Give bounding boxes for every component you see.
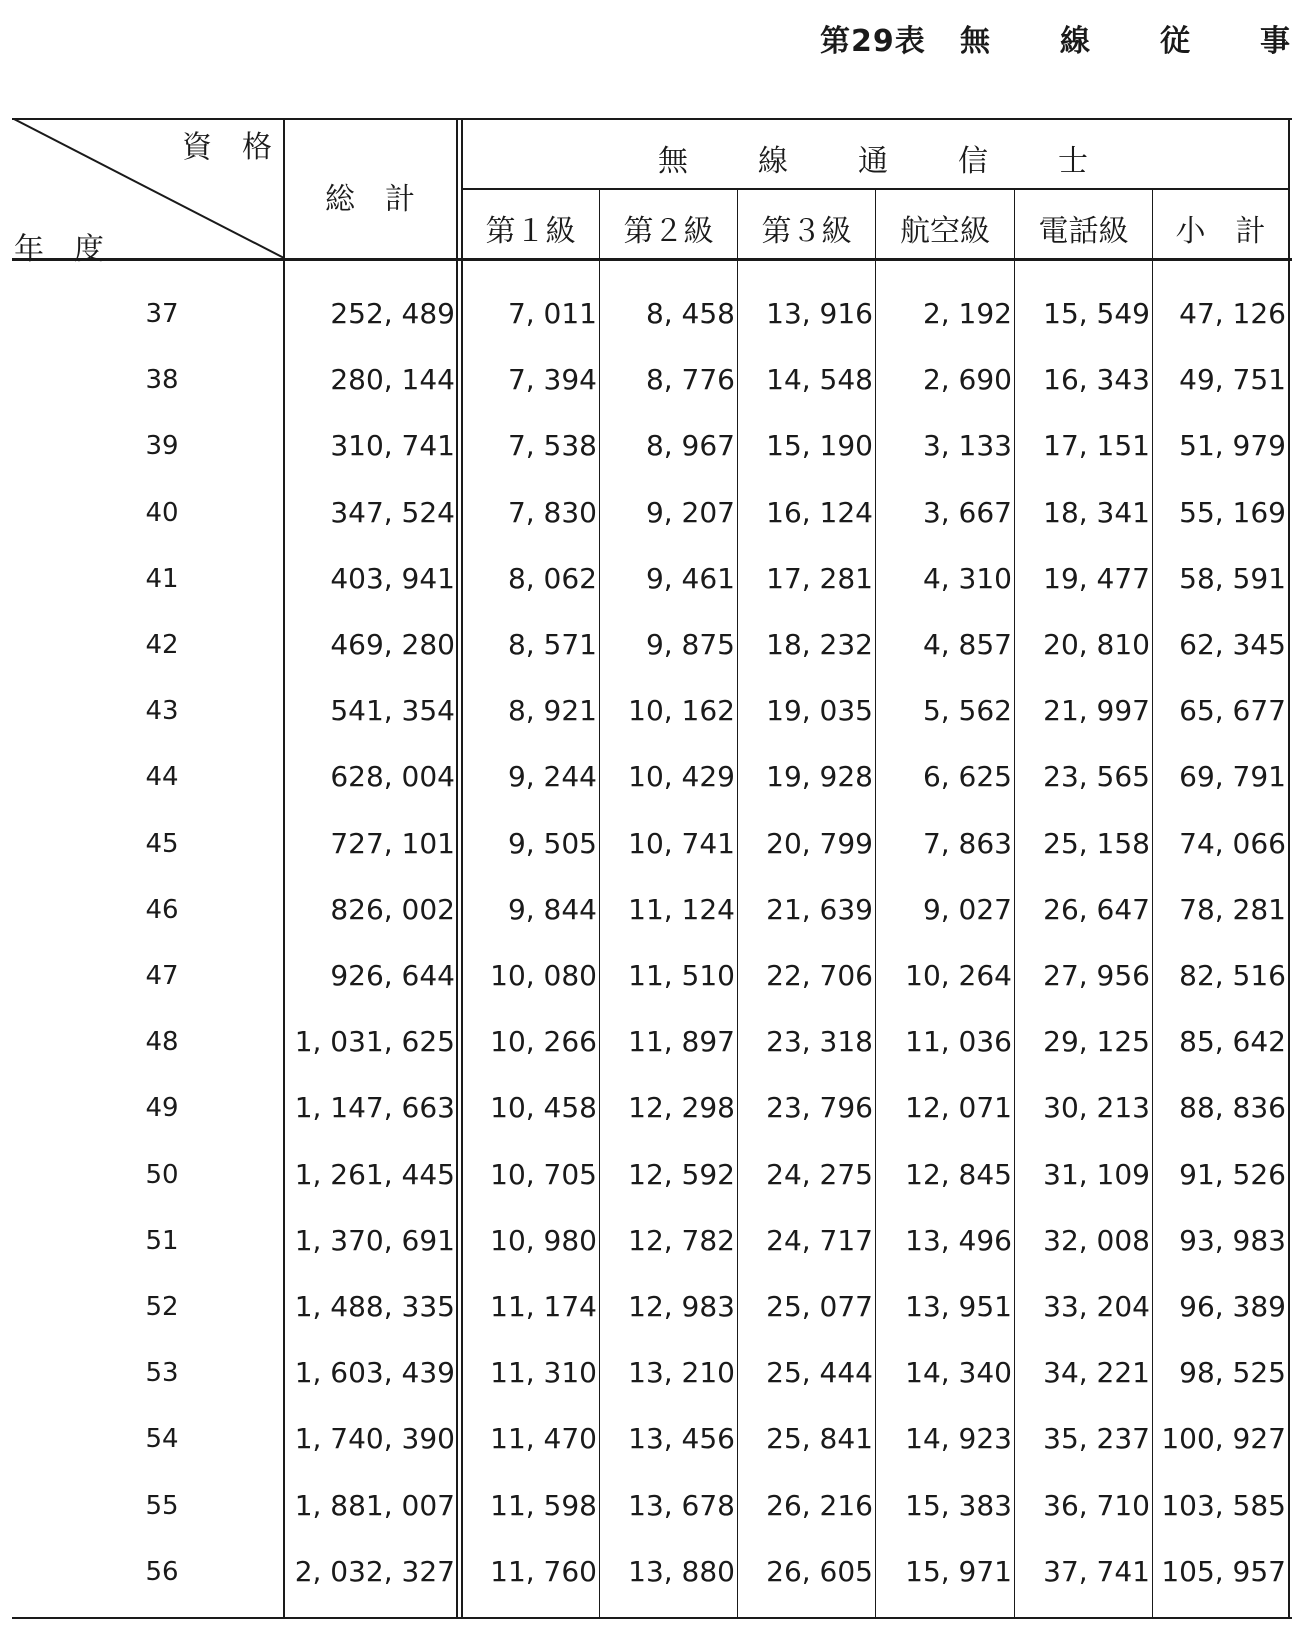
- cell-value: 7, 394: [507, 363, 597, 396]
- col-rule-year: [283, 118, 285, 1618]
- cell-value: 58, 591: [1179, 562, 1286, 595]
- cell-value: 30, 213: [1043, 1091, 1150, 1124]
- cell-value: 11, 760: [490, 1555, 597, 1588]
- cell-value: 82, 516: [1179, 959, 1286, 992]
- group-char: 士: [1058, 144, 1088, 179]
- cell-value: 88, 836: [1179, 1091, 1286, 1124]
- cell-value: 65, 677: [1179, 694, 1286, 727]
- cell-value: 37, 741: [1043, 1555, 1150, 1588]
- cell-value: 1, 147, 663: [294, 1091, 455, 1124]
- cell-value: 23, 796: [766, 1091, 873, 1124]
- cell-value: 11, 897: [628, 1025, 735, 1058]
- cell-value: 15, 383: [905, 1489, 1012, 1522]
- cell-value: 6, 625: [922, 760, 1012, 793]
- cell-value: 21, 639: [766, 893, 873, 926]
- col-rule: [1152, 188, 1153, 1618]
- row-year: 39: [145, 431, 179, 461]
- cell-value: 25, 077: [766, 1290, 873, 1323]
- cell-value: 98, 525: [1179, 1356, 1286, 1389]
- col-rule: [737, 188, 738, 1618]
- group-char: 信: [958, 144, 988, 179]
- row-year: 53: [145, 1358, 179, 1388]
- cell-value: 13, 916: [766, 297, 873, 330]
- row-year: 55: [145, 1491, 179, 1521]
- cell-value: 10, 705: [490, 1158, 597, 1191]
- cell-value: 8, 776: [645, 363, 735, 396]
- cell-value: 13, 456: [628, 1422, 735, 1455]
- row-year: 45: [145, 829, 179, 859]
- cell-value: 14, 548: [766, 363, 873, 396]
- cell-value: 22, 706: [766, 959, 873, 992]
- cell-value: 8, 921: [507, 694, 597, 727]
- cell-value: 1, 031, 625: [294, 1025, 455, 1058]
- row-year: 40: [145, 498, 179, 528]
- cell-value: 11, 174: [490, 1290, 597, 1323]
- cell-value: 12, 983: [628, 1290, 735, 1323]
- title-char: 無: [960, 24, 991, 59]
- cell-value: 34, 221: [1043, 1356, 1150, 1389]
- cell-value: 10, 980: [490, 1224, 597, 1257]
- cell-value: 3, 133: [922, 429, 1012, 462]
- cell-value: 69, 791: [1179, 760, 1286, 793]
- cell-value: 93, 983: [1179, 1224, 1286, 1257]
- row-year: 37: [145, 299, 179, 329]
- cell-value: 10, 080: [490, 959, 597, 992]
- bottom-rule: [12, 1617, 1292, 1619]
- row-year: 52: [145, 1292, 179, 1322]
- row-year: 47: [145, 961, 179, 991]
- cell-value: 1, 370, 691: [294, 1224, 455, 1257]
- cell-value: 20, 799: [766, 827, 873, 860]
- group-char: 線: [758, 144, 788, 179]
- cell-value: 5, 562: [922, 694, 1012, 727]
- cell-value: 100, 927: [1161, 1422, 1286, 1455]
- cell-value: 12, 592: [628, 1158, 735, 1191]
- cell-value: 727, 101: [330, 827, 455, 860]
- header-class-2: 第２級: [623, 214, 714, 249]
- cell-value: 36, 710: [1043, 1489, 1150, 1522]
- cell-value: 19, 477: [1043, 562, 1150, 595]
- cell-value: 13, 678: [628, 1489, 735, 1522]
- header-class-1: 第１級: [485, 214, 576, 249]
- row-year: 46: [145, 895, 179, 925]
- cell-value: 14, 923: [905, 1422, 1012, 1455]
- cell-value: 8, 571: [507, 628, 597, 661]
- cell-value: 11, 598: [490, 1489, 597, 1522]
- cell-value: 26, 216: [766, 1489, 873, 1522]
- cell-value: 9, 207: [645, 496, 735, 529]
- row-year: 38: [145, 365, 179, 395]
- row-year: 51: [145, 1226, 179, 1256]
- cell-value: 9, 027: [922, 893, 1012, 926]
- cell-value: 9, 844: [507, 893, 597, 926]
- cell-value: 15, 190: [766, 429, 873, 462]
- cell-value: 16, 343: [1043, 363, 1150, 396]
- cell-value: 9, 244: [507, 760, 597, 793]
- cell-value: 21, 997: [1043, 694, 1150, 727]
- cell-value: 25, 158: [1043, 827, 1150, 860]
- cell-value: 15, 549: [1043, 297, 1150, 330]
- cell-value: 12, 071: [905, 1091, 1012, 1124]
- cell-value: 926, 644: [330, 959, 455, 992]
- col-rule: [1014, 188, 1015, 1618]
- cell-value: 10, 458: [490, 1091, 597, 1124]
- cell-value: 8, 967: [645, 429, 735, 462]
- header-telephone: 電話級: [1038, 214, 1129, 249]
- cell-value: 47, 126: [1179, 297, 1286, 330]
- cell-value: 96, 389: [1179, 1290, 1286, 1323]
- cell-value: 2, 690: [922, 363, 1012, 396]
- cell-value: 541, 354: [330, 694, 455, 727]
- cell-value: 26, 605: [766, 1555, 873, 1588]
- cell-value: 469, 280: [330, 628, 455, 661]
- cell-value: 27, 956: [1043, 959, 1150, 992]
- cell-value: 10, 266: [490, 1025, 597, 1058]
- cell-value: 7, 011: [507, 297, 597, 330]
- cell-value: 14, 340: [905, 1356, 1012, 1389]
- cell-value: 24, 275: [766, 1158, 873, 1191]
- row-year: 41: [145, 564, 179, 594]
- cell-value: 17, 281: [766, 562, 873, 595]
- cell-value: 25, 444: [766, 1356, 873, 1389]
- cell-value: 18, 341: [1043, 496, 1150, 529]
- cell-value: 9, 875: [645, 628, 735, 661]
- cell-value: 2, 192: [922, 297, 1012, 330]
- cell-value: 19, 035: [766, 694, 873, 727]
- cell-value: 1, 603, 439: [294, 1356, 455, 1389]
- row-year: 44: [145, 762, 179, 792]
- cell-value: 32, 008: [1043, 1224, 1150, 1257]
- row-year: 42: [145, 630, 179, 660]
- cell-value: 10, 162: [628, 694, 735, 727]
- cell-value: 103, 585: [1161, 1489, 1286, 1522]
- cell-value: 85, 642: [1179, 1025, 1286, 1058]
- cell-value: 9, 461: [645, 562, 735, 595]
- cell-value: 4, 310: [922, 562, 1012, 595]
- cell-value: 31, 109: [1043, 1158, 1150, 1191]
- cell-value: 11, 470: [490, 1422, 597, 1455]
- cell-value: 10, 429: [628, 760, 735, 793]
- cell-value: 9, 505: [507, 827, 597, 860]
- col-rule-right: [1288, 118, 1290, 1618]
- table-number: 第29表: [820, 24, 926, 59]
- cell-value: 55, 169: [1179, 496, 1286, 529]
- cell-value: 3, 667: [922, 496, 1012, 529]
- title-char: 事: [1260, 24, 1291, 59]
- cell-value: 12, 845: [905, 1158, 1012, 1191]
- cell-value: 403, 941: [330, 562, 455, 595]
- header-subtotal: 小 計: [1175, 214, 1266, 249]
- cell-value: 7, 538: [507, 429, 597, 462]
- cell-value: 2, 032, 327: [294, 1555, 455, 1588]
- cell-value: 33, 204: [1043, 1290, 1150, 1323]
- cell-value: 11, 036: [905, 1025, 1012, 1058]
- cell-value: 17, 151: [1043, 429, 1150, 462]
- cell-value: 826, 002: [330, 893, 455, 926]
- cell-value: 11, 124: [628, 893, 735, 926]
- cell-value: 24, 717: [766, 1224, 873, 1257]
- cell-value: 8, 062: [507, 562, 597, 595]
- col-rule: [875, 188, 876, 1618]
- cell-value: 1, 261, 445: [294, 1158, 455, 1191]
- cell-value: 280, 144: [330, 363, 455, 396]
- row-year: 48: [145, 1027, 179, 1057]
- cell-value: 78, 281: [1179, 893, 1286, 926]
- cell-value: 10, 741: [628, 827, 735, 860]
- header-radio-operator-group: [462, 136, 1288, 179]
- cell-value: 8, 458: [645, 297, 735, 330]
- cell-value: 13, 496: [905, 1224, 1012, 1257]
- title-char: 従: [1160, 24, 1191, 59]
- title-char: 線: [1060, 24, 1091, 59]
- cell-value: 20, 810: [1043, 628, 1150, 661]
- cell-value: 310, 741: [330, 429, 455, 462]
- row-year: 54: [145, 1424, 179, 1454]
- header-qualification: 資 格: [182, 130, 272, 165]
- cell-value: 12, 298: [628, 1091, 735, 1124]
- cell-value: 105, 957: [1161, 1555, 1286, 1588]
- cell-value: 23, 318: [766, 1025, 873, 1058]
- cell-value: 18, 232: [766, 628, 873, 661]
- header-class-3: 第３級: [761, 214, 852, 249]
- table-title: [820, 16, 1300, 59]
- cell-value: 252, 489: [330, 297, 455, 330]
- cell-value: 7, 830: [507, 496, 597, 529]
- row-year: 49: [145, 1093, 179, 1123]
- row-year: 50: [145, 1160, 179, 1190]
- cell-value: 35, 237: [1043, 1422, 1150, 1455]
- cell-value: 74, 066: [1179, 827, 1286, 860]
- cell-value: 49, 751: [1179, 363, 1286, 396]
- cell-value: 62, 345: [1179, 628, 1286, 661]
- col-rule: [599, 188, 600, 1618]
- cell-value: 1, 881, 007: [294, 1489, 455, 1522]
- cell-value: 13, 951: [905, 1290, 1012, 1323]
- cell-value: 19, 928: [766, 760, 873, 793]
- col-rule-total-b: [461, 118, 463, 1618]
- cell-value: 4, 857: [922, 628, 1012, 661]
- cell-value: 13, 880: [628, 1555, 735, 1588]
- cell-value: 11, 310: [490, 1356, 597, 1389]
- cell-value: 25, 841: [766, 1422, 873, 1455]
- cell-value: 13, 210: [628, 1356, 735, 1389]
- cell-value: 15, 971: [905, 1555, 1012, 1588]
- group-char: 無: [658, 144, 688, 179]
- row-year: 43: [145, 696, 179, 726]
- col-rule-total-a: [456, 118, 458, 1618]
- cell-value: 11, 510: [628, 959, 735, 992]
- header-total: 総 計: [325, 182, 415, 217]
- cell-value: 628, 004: [330, 760, 455, 793]
- header-fiscal-year: 年 度: [14, 232, 104, 267]
- header-aviation: 航空級: [900, 214, 990, 249]
- cell-value: 29, 125: [1043, 1025, 1150, 1058]
- cell-value: 51, 979: [1179, 429, 1286, 462]
- cell-value: 91, 526: [1179, 1158, 1286, 1191]
- cell-value: 12, 782: [628, 1224, 735, 1257]
- cell-value: 16, 124: [766, 496, 873, 529]
- cell-value: 7, 863: [922, 827, 1012, 860]
- cell-value: 347, 524: [330, 496, 455, 529]
- cell-value: 1, 488, 335: [294, 1290, 455, 1323]
- row-year: 56: [145, 1557, 179, 1587]
- cell-value: 10, 264: [905, 959, 1012, 992]
- cell-value: 23, 565: [1043, 760, 1150, 793]
- group-char: 通: [858, 144, 888, 179]
- cell-value: 26, 647: [1043, 893, 1150, 926]
- cell-value: 1, 740, 390: [294, 1422, 455, 1455]
